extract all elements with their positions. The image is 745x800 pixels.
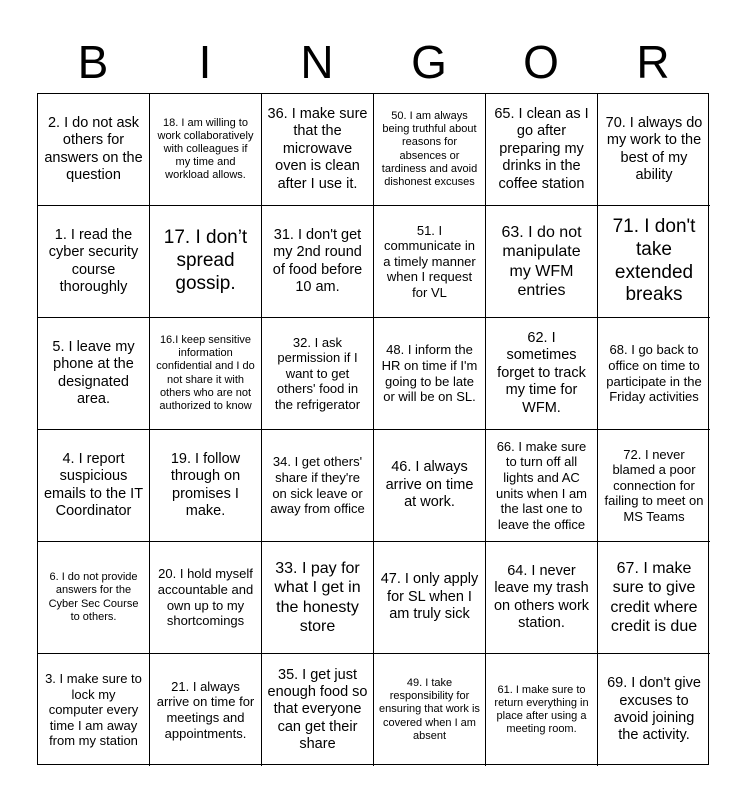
bingo-cell[interactable]: 36. I make sure that the microwave oven is clean after I use it. [262, 94, 374, 206]
bingo-cell[interactable]: 49. I take responsibility for ensuring that work is covered when I am absent [374, 654, 486, 766]
bingo-cell[interactable]: 17. I don’t spread gossip. [150, 206, 262, 318]
bingo-cell[interactable]: 70. I always do my work to the best of my ability [598, 94, 710, 206]
bingo-cell[interactable]: 68. I go back to office on time to participate in the Friday activities [598, 318, 710, 430]
bingo-cell[interactable]: 33. I pay for what I get in the honesty store [262, 542, 374, 654]
bingo-cell[interactable]: 48. I inform the HR on time if I'm going to be late or will be on SL. [374, 318, 486, 430]
bingo-cell[interactable]: 61. I make sure to return everything in place after using a meeting room. [486, 654, 598, 766]
bingo-cell[interactable]: 62. I sometimes forget to track my time for WFM. [486, 318, 598, 430]
bingo-cell[interactable]: 20. I hold myself accountable and own up to my shortcomings [150, 542, 262, 654]
bingo-cell[interactable]: 31. I don't get my 2nd round of food before 10 am. [262, 206, 374, 318]
bingo-cell[interactable]: 66. I make sure to turn off all lights and AC units when I am the last one to leave the office [486, 430, 598, 542]
bingo-cell[interactable]: 67. I make sure to give credit where credit is due [598, 542, 710, 654]
bingo-cell[interactable]: 47. I only apply for SL when I am truly sick [374, 542, 486, 654]
bingo-cell[interactable]: 6. I do not provide answers for the Cyber Sec Course to others. [38, 542, 150, 654]
bingo-cell[interactable]: 34. I get others' share if they're on sick leave or away from office [262, 430, 374, 542]
bingo-cell[interactable]: 51. I communicate in a timely manner when I request for VL [374, 206, 486, 318]
bingo-cell[interactable]: 71. I don't take extended breaks [598, 206, 710, 318]
bingo-cell[interactable]: 5. I leave my phone at the designated area. [38, 318, 150, 430]
bingo-cell[interactable]: 19. I follow through on promises I make. [150, 430, 262, 542]
bingo-cell[interactable]: 3. I make sure to lock my computer every time I am away from my station [38, 654, 150, 766]
bingo-cell[interactable]: 35. I get just enough food so that everyone can get their share [262, 654, 374, 766]
bingo-cell[interactable]: 64. I never leave my trash on others work station. [486, 542, 598, 654]
header-letter-g: G [411, 36, 447, 88]
bingo-cell[interactable]: 50. I am always being truthful about reasons for absences or tardiness and avoid dishonest excuses [374, 94, 486, 206]
header-letter-b: B [77, 36, 109, 88]
bingo-cell[interactable]: 46. I always arrive on time at work. [374, 430, 486, 542]
bingo-cell[interactable]: 1. I read the cyber security course thoroughly [38, 206, 150, 318]
bingo-cell[interactable]: 63. I do not manipulate my WFM entries [486, 206, 598, 318]
bingo-cell[interactable]: 65. I clean as I go after preparing my drinks in the coffee station [486, 94, 598, 206]
bingo-cell[interactable]: 21. I always arrive on time for meetings and appointments. [150, 654, 262, 766]
bingo-cell[interactable]: 72. I never blamed a poor connection for failing to meet on MS Teams [598, 430, 710, 542]
bingo-cell[interactable]: 32. I ask permission if I want to get others' food in the refrigerator [262, 318, 374, 430]
header-letter-i: I [198, 36, 212, 88]
header-letter-n: N [300, 36, 334, 88]
bingo-cell[interactable]: 16.I keep sensitive information confidential and I do not share it with others who are not authorized to know [150, 318, 262, 430]
header-letter-r: R [636, 36, 670, 88]
header-letter-o: O [523, 36, 559, 88]
bingo-cell[interactable]: 18. I am willing to work collaboratively with colleagues if my time and workload allows. [150, 94, 262, 206]
bingo-header [37, 32, 709, 92]
bingo-cell[interactable]: 4. I report suspicious emails to the IT Coordinator [38, 430, 150, 542]
bingo-card [37, 93, 709, 765]
bingo-cell[interactable]: 69. I don't give excuses to avoid joining the activity. [607, 675, 701, 744]
bingo-cell[interactable]: 2. I do not ask others for answers on the question [38, 94, 150, 206]
